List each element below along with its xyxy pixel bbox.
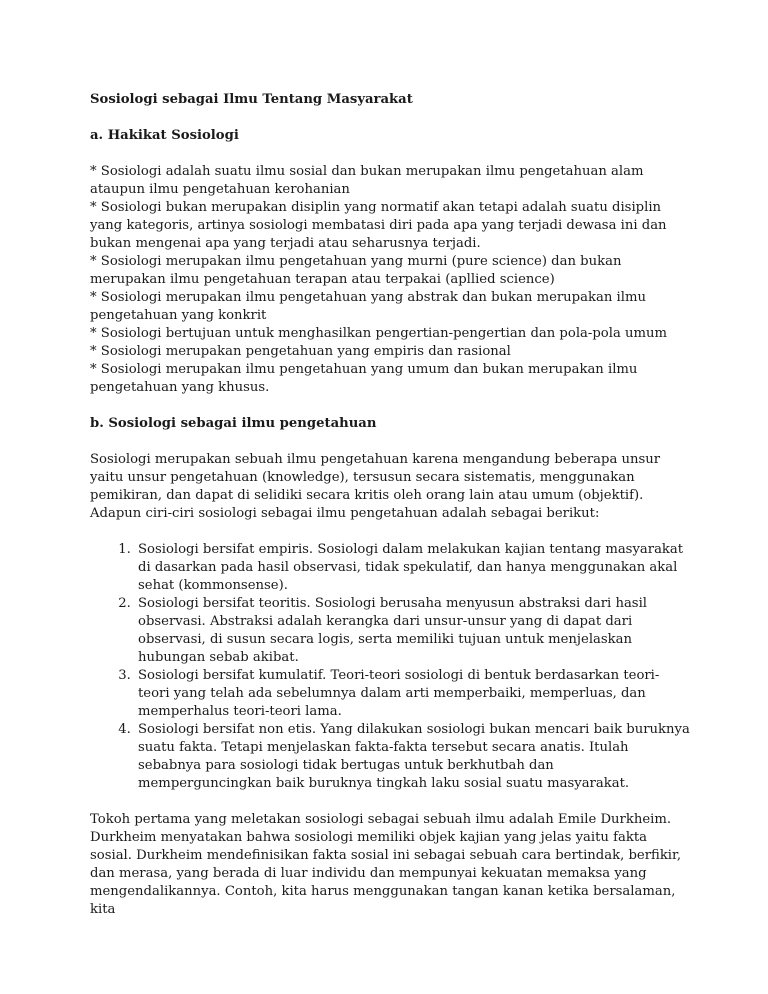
section-b-intro: Sosiologi merupakan sebuah ilmu pengetahuan karena mengandung beberapa unsur yaitu unsur pengetahuan (knowledge), tersusun secara sistematis, menggunakan pemikiran, dan dapat di selidiki secara kritis oleh orang lain atau umum (objektif). Adapun ciri-ciri sosiologi sebagai ilmu pengetahuan adalah sebagai berikut: bbox=[90, 452, 661, 521]
bullet-item: * Sosiologi adalah suatu ilmu sosial dan bukan merupakan ilmu pengetahuan alam ataupun ilmu pengetahuan kerohanian bbox=[90, 164, 644, 197]
document-page bbox=[90, 91, 690, 919]
bullet-item: * Sosiologi bukan merupakan disiplin yang normatif akan tetapi adalah suatu disiplin yang kategoris, artinya sosiologi membatasi diri pada apa yang terjadi dewasa ini dan bukan mengenai apa yang terjadi atau seharusnya terjadi. bbox=[90, 200, 667, 251]
bullet-item: * Sosiologi merupakan pengetahuan yang empiris dan rasional bbox=[90, 344, 511, 359]
closing-paragraph: Tokoh pertama yang meletakan sosiologi sebagai sebuah ilmu adalah Emile Durkheim. Durkheim menyatakan bahwa sosiologi memiliki objek kajian yang jelas yaitu fakta sosial. Durkheim mendefinisikan fakta sosial ini sebagai sebuah cara bertindak, berfikir, dan merasa, yang berada di luar individu dan mempunyai kekuatan memaksa yang mengendalikannya. Contoh, kita harus menggunakan tangan kanan ketika bersalaman, kita bbox=[90, 812, 682, 917]
bullet-item: * Sosiologi merupakan ilmu pengetahuan yang abstrak dan bukan merupakan ilmu pengetahuan yang konkrit bbox=[90, 290, 646, 323]
list-item: 1. Sosiologi bersifat empiris. Sosiologi dalam melakukan kajian tentang masyarakat di dasarkan pada hasil observasi, tidak spekulatif, dan hanya menggunakan akal sehat (kommonsense). bbox=[135, 541, 690, 595]
list-item: 4. Sosiologi bersifat non etis. Yang dilakukan sosiologi bukan mencari baik buruknya suatu fakta. Tetapi menjelaskan fakta-fakta tersebut secara anatis. Itulah sebabnya para sosiologi tidak bertugas untuk berkhutbah dan memperguncingkan baik buruknya tingkah laku sosial suatu masyarakat. bbox=[135, 721, 690, 793]
list-item: 3. Sosiologi bersifat kumulatif. Teori-teori sosiologi di bentuk berdasarkan teori-teori yang telah ada sebelumnya dalam arti memperbaiki, memperluas, dan memperhalus teori-teori lama. bbox=[135, 667, 690, 721]
bullet-item: * Sosiologi merupakan ilmu pengetahuan yang umum dan bukan merupakan ilmu pengetahuan yang khusus. bbox=[90, 362, 638, 395]
document-title: Sosiologi sebagai Ilmu Tentang Masyarakat bbox=[90, 92, 413, 107]
list-item: 2. Sosiologi bersifat teoritis. Sosiologi berusaha menyusun abstraksi dari hasil observasi. Abstraksi adalah kerangka dari unsur-unsur yang di dapat dari observasi, di susun secara logis, serta memiliki tujuan untuk menjelaskan hubungan sebab akibat. bbox=[135, 595, 690, 667]
section-b-heading: b. Sosiologi sebagai ilmu pengetahuan bbox=[90, 416, 377, 431]
bullet-item: * Sosiologi bertujuan untuk menghasilkan pengertian-pengertian dan pola-pola umum bbox=[90, 326, 667, 341]
bullet-item: * Sosiologi merupakan ilmu pengetahuan yang murni (pure science) dan bukan merupakan ilmu pengetahuan terapan atau terpakai (apllied science) bbox=[90, 254, 622, 287]
section-a-bullets bbox=[90, 163, 690, 397]
features-list bbox=[90, 541, 690, 793]
section-a-heading: a. Hakikat Sosiologi bbox=[90, 128, 239, 143]
